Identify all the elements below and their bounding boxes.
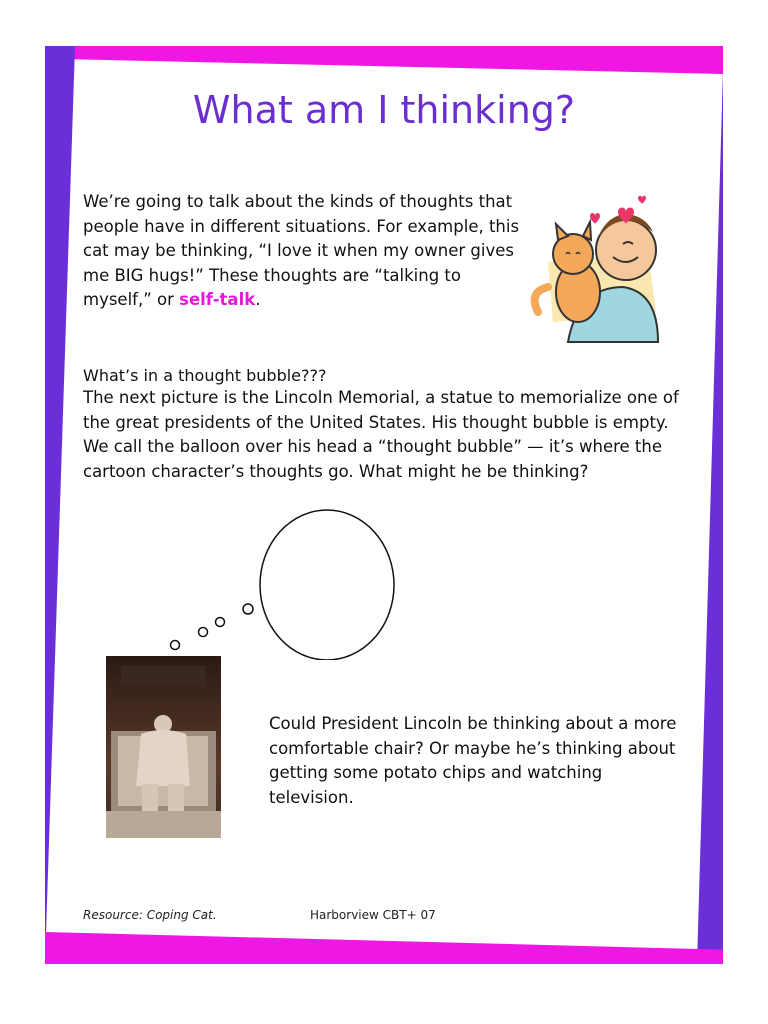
section-body: The next picture is the Lincoln Memorial, a statue to memorialize one of the great presidents of the United States. His thought bubble is empty. We call the balloon over his head a “thought bubble” — it’s where the cartoon character’s thoughts go. What might he be thinking? bbox=[83, 388, 679, 481]
lincoln-memorial-photo bbox=[106, 656, 221, 838]
intro-end: . bbox=[255, 290, 261, 309]
statue-leg-left bbox=[142, 784, 158, 814]
frame-top-stripe bbox=[45, 46, 723, 74]
heart-icon bbox=[638, 196, 646, 204]
section-heading: What’s in a thought bubble??? bbox=[83, 366, 327, 385]
statue-pedestal bbox=[106, 811, 221, 838]
frame-right-stripe bbox=[697, 70, 723, 964]
intro-text: We’re going to talk about the kinds of thoughts that people have in different situations. For example, this cat may be thinking, “I love it when my owner gives me BIG hugs!” These thoughts are “talking to myself,” or bbox=[83, 192, 520, 309]
thought-bubble bbox=[160, 505, 400, 660]
footer-resource: Resource: Coping Cat. bbox=[83, 908, 217, 922]
thought-dot bbox=[216, 618, 225, 627]
heart-icon bbox=[590, 213, 600, 224]
page-title: What am I thinking? bbox=[192, 88, 576, 132]
inscription-panel bbox=[121, 666, 206, 686]
thought-dot bbox=[199, 628, 208, 637]
thought-bubble-balloon bbox=[260, 510, 394, 660]
cat-hug-illustration bbox=[528, 192, 663, 347]
statue-body bbox=[136, 730, 190, 786]
footer-org: Harborview CBT+ 07 bbox=[310, 908, 436, 922]
lincoln-caption: Could President Lincoln be thinking about a more comfortable chair? Or maybe he’s thinking about getting some potato chips and watching television. bbox=[269, 714, 677, 807]
intro-paragraph bbox=[83, 190, 533, 313]
thought-dot bbox=[243, 604, 253, 614]
statue-leg-right bbox=[168, 784, 184, 814]
self-talk-highlight: self-talk bbox=[179, 290, 256, 309]
cat-ear-right bbox=[583, 222, 591, 240]
cat-tail bbox=[535, 287, 548, 312]
thought-dot bbox=[171, 641, 180, 650]
frame-left-stripe bbox=[45, 46, 75, 964]
cat-ear-left bbox=[556, 224, 568, 240]
frame-bottom-stripe bbox=[45, 932, 723, 964]
